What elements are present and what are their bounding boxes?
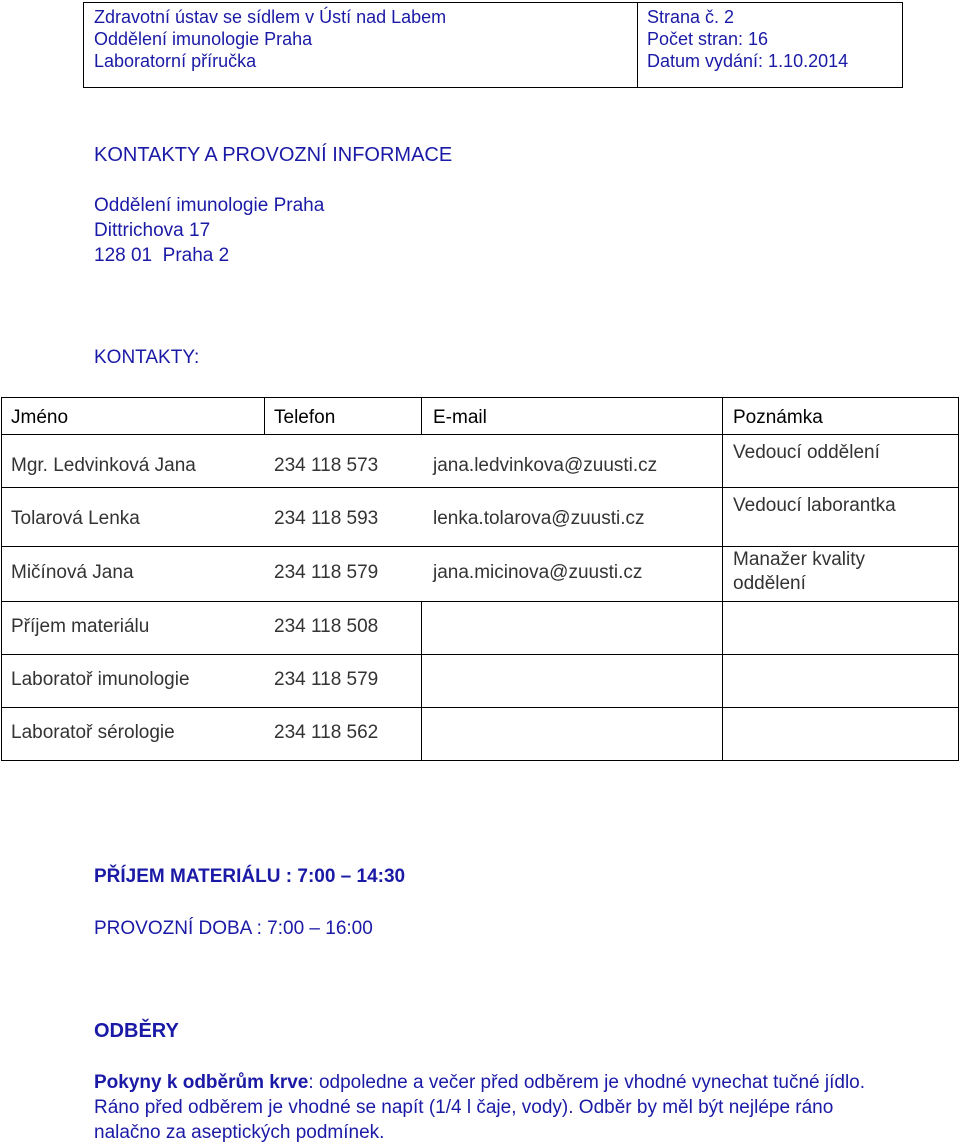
header-page-number: Strana č. 2 xyxy=(647,7,735,27)
page-title: KONTAKTY A PROVOZNÍ INFORMACE xyxy=(94,144,453,166)
instructions-lead: Pokyny k odběrům krve xyxy=(94,1072,309,1093)
operating-hours-to: 16:00 xyxy=(325,918,373,939)
operating-hours-label: PROVOZNÍ DOBA xyxy=(94,918,252,939)
contact-phone: 234 118 579 xyxy=(274,562,379,583)
col-header-name: Jméno xyxy=(11,407,69,428)
address-city: 128 01 Praha 2 xyxy=(94,245,230,266)
col-header-note: Poznámka xyxy=(733,407,823,428)
header-page-count: Počet stran: 16 xyxy=(647,29,769,49)
contact-email[interactable]: jana.ledvinkova@zuusti.cz xyxy=(433,455,658,476)
contact-name: Laboratoř sérologie xyxy=(11,722,175,743)
contact-phone: 234 118 508 xyxy=(274,616,379,637)
contact-email[interactable]: jana.micinova@zuusti.cz xyxy=(433,562,643,583)
contact-email[interactable]: lenka.tolarova@zuusti.cz xyxy=(433,508,645,529)
operating-hours: PROVOZNÍ DOBA : 7:00 – 16:00 xyxy=(94,918,373,939)
material-intake-to: 14:30 xyxy=(356,866,406,887)
col-header-email: E-mail xyxy=(433,407,487,428)
contact-name: Laboratoř imunologie xyxy=(11,669,190,690)
contact-phone: 234 118 562 xyxy=(274,722,379,743)
contact-name: Mgr. Ledvinková Jana xyxy=(11,455,196,476)
contact-note: Manažer kvality oddělení xyxy=(733,549,865,594)
contact-name: Tolarová Lenka xyxy=(11,508,140,529)
address-department: Oddělení imunologie Praha xyxy=(94,195,325,216)
contact-phone: 234 118 573 xyxy=(274,455,379,476)
contact-phone: 234 118 579 xyxy=(274,669,379,690)
contact-name: Mičínová Jana xyxy=(11,562,134,583)
header-document-type: Laboratorní příručka xyxy=(94,51,257,71)
header-divider xyxy=(637,3,638,87)
document-header xyxy=(83,2,903,88)
operating-hours-from: 7:00 xyxy=(267,918,305,939)
contact-note: Vedoucí laborantka xyxy=(733,495,896,516)
header-issue-date: Datum vydání: 1.10.2014 xyxy=(647,51,849,71)
blood-draw-instructions: Pokyny k odběrům krve: odpoledne a večer před odběrem je vhodné vynechat tučné jídlo. Ráno před odběrem je vhodné se napít (1/4 l čaje, vody). Odběr by měl být nejlépe ráno nalačno za aseptických podmínek. xyxy=(94,1072,866,1143)
contact-name: Příjem materiálu xyxy=(11,616,150,637)
contacts-title: KONTAKTY: xyxy=(94,347,200,368)
address-street: Dittrichova 17 xyxy=(94,220,211,241)
col-header-phone: Telefon xyxy=(274,407,336,428)
header-department: Oddělení imunologie Praha xyxy=(94,29,313,49)
contact-note: Vedoucí oddělení xyxy=(733,442,880,463)
header-institution: Zdravotní ústav se sídlem v Ústí nad Labem xyxy=(94,7,447,27)
material-intake-label: PŘÍJEM MATERIÁLU xyxy=(94,866,281,887)
material-intake-from: 7:00 xyxy=(297,866,336,887)
blood-draw-title: ODBĚRY xyxy=(94,1020,179,1042)
material-intake-hours: PŘÍJEM MATERIÁLU : 7:00 – 14:30 xyxy=(94,866,406,887)
contact-phone: 234 118 593 xyxy=(274,508,379,529)
contacts-table xyxy=(1,397,959,761)
